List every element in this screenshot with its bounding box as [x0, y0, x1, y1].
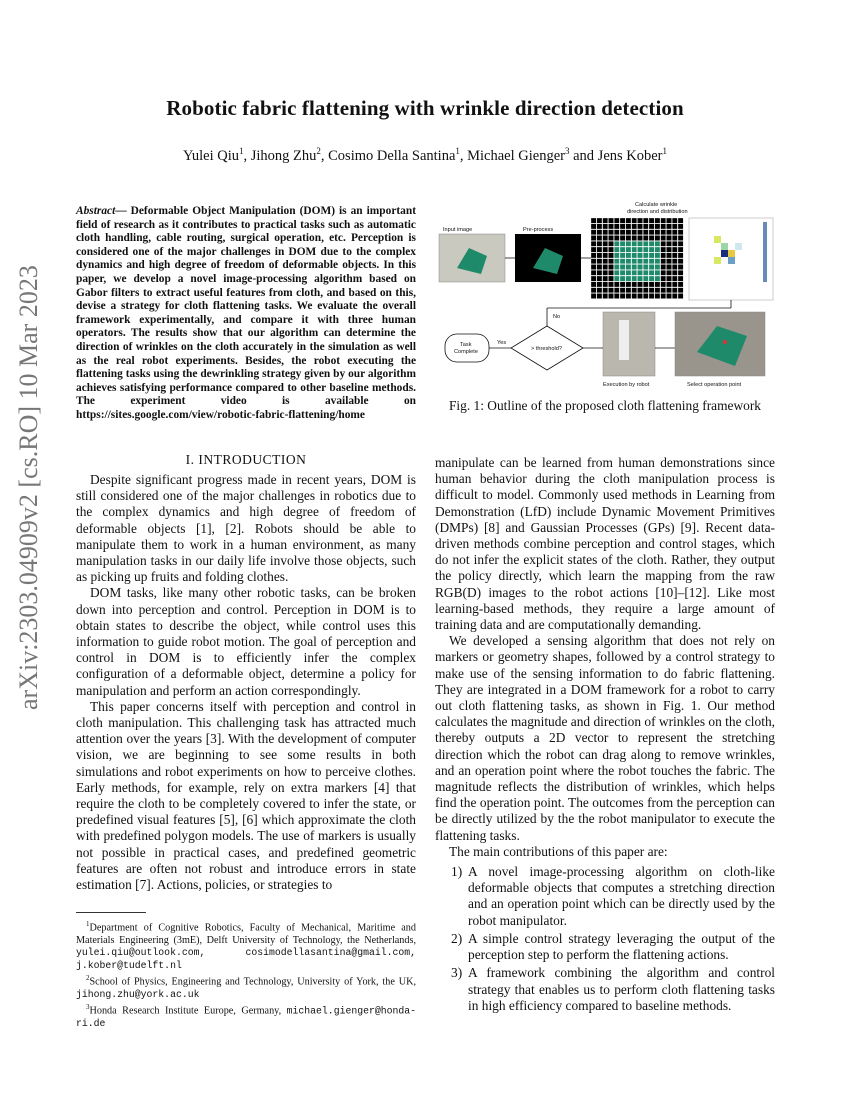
footnote-1-email[interactable]: yulei.qiu@outlook.com, cosimodellasantina@gmail.com, j.kober@tudelft.nl — [76, 947, 416, 971]
paragraph: This paper concerns itself with perception and control in cloth manipulation. This challenging task has attracted much attention over the years [3]. With the development of computer vision, we are beginning to see some results in both simulations and robot experiments on how to perceive clothes. Early methods, for example, rely on extra markers [4] that require the cloth to be completely covered to infer the state, or predefined visual features [5], [6] which approximate the cloth with predefined polygon models. The use of markers is usually not possible in practical cases, and predefined geometric features are often not robust and introduce errors in state estimation [7]. Actions, policies, or strategies to — [76, 698, 416, 893]
grid-cell — [608, 230, 613, 235]
author-list: Yulei Qiu$^1$, Jihong Zhu$^2$, Cosimo Della Santina$^1$, Michael Gienger$^3$ and Jens Kober$^1$ — [182, 146, 668, 164]
grid-cell — [655, 264, 660, 269]
grid-cell — [655, 270, 660, 275]
grid-cell — [661, 247, 666, 252]
grid-cell — [643, 241, 648, 246]
grid-cell — [637, 235, 642, 240]
heatmap-cell — [721, 250, 728, 257]
grid-cell — [614, 253, 619, 258]
grid-cell — [603, 235, 608, 240]
grid-cell — [637, 259, 642, 264]
grid-cell — [632, 270, 637, 275]
grid-cell — [666, 270, 671, 275]
paragraph: DOM tasks, like many other robotic tasks, can be broken down into perception and control. Perception in DOM is to obtain states to describe the object, while control uses this information to guide robot motion. The goal of perception and control in DOM is to efficiently infer the complex configuration of a deformable object, determine a policy for manipulation and perform an action correspondingly. — [76, 585, 416, 698]
heatmap-cell — [728, 250, 735, 257]
grid-cell — [672, 264, 677, 269]
grid-cell — [661, 218, 666, 223]
grid-cell — [649, 293, 654, 298]
grid-cell — [591, 282, 596, 287]
grid-cell — [591, 235, 596, 240]
grid-cell — [614, 224, 619, 229]
grid-cell — [672, 218, 677, 223]
contribution-list — [435, 864, 775, 1014]
grid-cell — [655, 247, 660, 252]
grid-cell — [603, 264, 608, 269]
grid-cell — [655, 218, 660, 223]
grid-cell — [626, 218, 631, 223]
grid-cell — [608, 282, 613, 287]
grid-cell — [608, 288, 613, 293]
grid-cell — [597, 235, 602, 240]
grid-cell — [597, 270, 602, 275]
grid-cell — [597, 293, 602, 298]
grid-cell — [597, 253, 602, 258]
abstract — [76, 205, 416, 423]
grid-cell — [626, 247, 631, 252]
grid-cell — [614, 270, 619, 275]
grid-cell — [603, 224, 608, 229]
grid-cell — [643, 288, 648, 293]
author-name: Michael Gienger$^3$ — [467, 146, 570, 164]
grid-cell — [672, 288, 677, 293]
grid-cell — [608, 276, 613, 281]
grid-cell — [678, 218, 683, 223]
grid-cell — [637, 218, 642, 223]
grid-cell — [603, 288, 608, 293]
grid-cell — [608, 293, 613, 298]
grid-cell — [608, 270, 613, 275]
heatmap-cell — [721, 243, 728, 250]
grid-cell — [614, 276, 619, 281]
abstract-url[interactable]: https://sites.google.com/view/robotic-fabric-flattening/home — [76, 408, 365, 421]
grid-cell — [655, 276, 660, 281]
grid-cell — [678, 230, 683, 235]
grid-cell — [678, 282, 683, 287]
grid-cell — [614, 230, 619, 235]
grid-cell — [603, 270, 608, 275]
grid-cell — [614, 259, 619, 264]
grid-cell — [649, 247, 654, 252]
grid-cell — [643, 282, 648, 287]
grid-cell — [626, 276, 631, 281]
grid-cell — [672, 270, 677, 275]
label-yes: Yes — [497, 340, 507, 346]
grid-cell — [614, 235, 619, 240]
grid-cell — [661, 235, 666, 240]
grid-cell — [620, 276, 625, 281]
heatmap-cell — [728, 257, 735, 264]
grid-cell — [643, 253, 648, 258]
grid-cell — [661, 282, 666, 287]
grid-cell — [666, 288, 671, 293]
grid-cell — [649, 270, 654, 275]
grid-cell — [661, 230, 666, 235]
grid-cell — [672, 293, 677, 298]
grid-cell — [632, 218, 637, 223]
grid-cell — [661, 224, 666, 229]
grid-cell — [620, 235, 625, 240]
grid-cell — [672, 276, 677, 281]
label-complete: Complete — [454, 349, 478, 355]
grid-cell — [597, 276, 602, 281]
grid-cell — [672, 241, 677, 246]
grid-cell — [620, 288, 625, 293]
grid-cell — [626, 224, 631, 229]
robot-arm — [619, 320, 629, 360]
grid-cell — [672, 224, 677, 229]
label-calc: Calculate wrinkle — [635, 202, 678, 208]
grid-cell — [620, 218, 625, 223]
grid-cell — [678, 293, 683, 298]
grid-cell — [661, 241, 666, 246]
grid-cell — [637, 288, 642, 293]
grid-cell — [655, 288, 660, 293]
grid-cell — [608, 224, 613, 229]
grid-cell — [666, 224, 671, 229]
grid-cell — [672, 282, 677, 287]
grid-cell — [637, 224, 642, 229]
paragraph: The main contributions of this paper are: — [449, 843, 668, 859]
footnote-2-email[interactable]: jihong.zhu@york.ac.uk — [76, 988, 200, 1000]
paper-title: Robotic fabric flattening with wrinkle direction detection — [166, 96, 684, 120]
grid-cell — [591, 276, 596, 281]
footnotes — [76, 918, 416, 1030]
grid-cell — [603, 241, 608, 246]
grid-cell — [655, 230, 660, 235]
grid-cell — [661, 288, 666, 293]
grid-cell — [608, 259, 613, 264]
grid-cell — [632, 282, 637, 287]
grid-cell — [672, 253, 677, 258]
paragraph: Despite significant progress made in recent years, DOM is still considered one of the major challenges in robotics due to the complex dynamics and high degree of freedom of deformable objects [1], [2]. Robots should be able to manipulate them to work in a human environment, as many manipulation tasks in our daily life involve those objects, such as picking up fruits and folding clothes. — [76, 472, 416, 585]
grid-cell — [620, 253, 625, 258]
grid-cell — [672, 247, 677, 252]
grid-cell — [637, 264, 642, 269]
grid-cell — [620, 270, 625, 275]
grid-cell — [626, 282, 631, 287]
grid-cell — [603, 218, 608, 223]
grid-cell — [666, 293, 671, 298]
grid-cell — [632, 230, 637, 235]
grid-cell — [655, 293, 660, 298]
grid-cell — [597, 224, 602, 229]
section-heading: I. INTRODUCTION — [185, 452, 307, 467]
grid-cell — [608, 253, 613, 258]
grid-cell — [632, 293, 637, 298]
grid-cell — [626, 253, 631, 258]
grid-cell — [591, 224, 596, 229]
grid-cell — [666, 253, 671, 258]
grid-cell — [620, 259, 625, 264]
grid-cell — [591, 247, 596, 252]
grid-cell — [597, 259, 602, 264]
grid-cell — [655, 253, 660, 258]
grid-cell — [608, 247, 613, 252]
grid-cell — [603, 259, 608, 264]
grid-cell — [620, 282, 625, 287]
grid-cell — [620, 264, 625, 269]
grid-cell — [632, 247, 637, 252]
grid-cell — [643, 230, 648, 235]
arxiv-identifier: arXiv:2303.04909v2 [cs.RO] 10 Mar 2023 — [14, 265, 43, 710]
grid-cell — [678, 241, 683, 246]
grid-cell — [643, 270, 648, 275]
grid-cell — [614, 293, 619, 298]
grid-cell — [643, 218, 648, 223]
figure-1 — [435, 200, 775, 392]
footnote-rule — [76, 912, 146, 913]
grid-cell — [614, 247, 619, 252]
grid-cell — [678, 264, 683, 269]
grid-cell — [661, 293, 666, 298]
grid-cell — [649, 282, 654, 287]
author-name: Jens Kober$^1$ — [597, 146, 668, 164]
grid-cell — [591, 230, 596, 235]
grid-cell — [626, 230, 631, 235]
grid-cell — [608, 218, 613, 223]
grid-cell — [649, 264, 654, 269]
grid-cell — [632, 241, 637, 246]
grid-cell — [637, 282, 642, 287]
grid-cell — [632, 264, 637, 269]
grid-cell — [655, 282, 660, 287]
paragraph: We developed a sensing algorithm that does not rely on markers or geometry shapes, followed by a control strategy to make use of the sensing information to do fabric flattening. They are integrated in a DOM framework for a robot to carry out cloth flattening tasks, as shown in Fig. 1. Our method calculates the magnitude and direction of wrinkles on the cloth, thereby outputs a 2D vector to represent the stretching direction which the robot can drag along to remove wrinkles, and an operation point where the robot touches the fabric. The magnitude reflects the distribution of wrinkles, which helps find the operation point. The outcomes from the perception can be directly utilized by the the robot manipulator to execute the flattening tasks. — [435, 633, 775, 843]
grid-cell — [655, 241, 660, 246]
grid-cell — [649, 241, 654, 246]
label-calc2: direction and distribution — [627, 209, 688, 215]
grid-cell — [649, 224, 654, 229]
author-name: Yulei Qiu$^1$ — [182, 146, 244, 164]
grid-cell — [632, 224, 637, 229]
label-select: Select operation point — [687, 382, 742, 388]
grid-cell — [603, 230, 608, 235]
grid-cell — [678, 224, 683, 229]
grid-cell — [614, 282, 619, 287]
grid-cell — [655, 259, 660, 264]
grid-cell — [626, 259, 631, 264]
right-column — [435, 455, 775, 1016]
left-column — [76, 472, 416, 893]
grid-cell — [591, 270, 596, 275]
grid-cell — [597, 264, 602, 269]
abstract-text: — Deformable Object Manipulation (DOM) is an important field of research as it contributes to practical tasks such as automatic cloth handling, cable routing, surgical operation, etc. Perception is considered one of the major challenges in DOM due to the complex dynamics and high degree of freedom of deformable objects. In this paper, we develop a novel image-processing algorithm based on Gabor filters to extract useful features from cloth, and based on this, devise a strategy for cloth flattening tasks. We evaluate the overall framework experimentally, and compare it with three human operators. The results show that our algorithm can determine the direction of wrinkles on the cloth accurately in the simulation as well as the real robot experiments. Besides, the robot executing the flattening tasks using the dewrinkling strategy given by our algorithm achieves satisfying performance compared to other baseline methods. The experiment video is available on — [76, 205, 416, 408]
grid-cell — [591, 259, 596, 264]
grid-cell — [620, 241, 625, 246]
label-pre-process: Pre-process — [523, 227, 554, 233]
task-complete-node — [445, 334, 489, 362]
grid-cell — [620, 247, 625, 252]
grid-cell — [643, 224, 648, 229]
grid-cell — [666, 276, 671, 281]
grid-cell — [649, 253, 654, 258]
grid-cell — [637, 293, 642, 298]
list-item: 3) A framework combining the algorithm and control strategy that enables us to perform cloth flattening tasks in high efficiency compared to baseline methods. — [451, 965, 775, 1013]
grid-cell — [632, 288, 637, 293]
heatmap-cell — [735, 243, 742, 250]
grid-cell — [678, 270, 683, 275]
grid-cell — [678, 288, 683, 293]
grid-cell — [637, 276, 642, 281]
grid-cell — [666, 282, 671, 287]
colorbar — [763, 222, 767, 282]
footnote-3: $^3$Honda Research Institute Europe, Germany, michael.gienger@honda-ri.de — [76, 1003, 416, 1030]
author-name: Cosimo Della Santina$^1$ — [328, 146, 460, 164]
footnote-2: $^2$School of Physics, Engineering and Technology, University of York, the UK, jihong.zhu@york.ac.uk — [76, 974, 416, 1000]
label-task: Task — [460, 342, 472, 348]
grid-cell — [661, 259, 666, 264]
grid-cell — [591, 293, 596, 298]
grid-cell — [666, 259, 671, 264]
grid-cell — [591, 218, 596, 223]
grid-cell — [637, 253, 642, 258]
list-item: 2) A simple control strategy leveraging the output of the perception step to perform the flattening actions. — [451, 930, 775, 963]
grid-cell — [666, 247, 671, 252]
grid-cell — [603, 293, 608, 298]
abstract-label: Abstract — [76, 205, 116, 217]
grid-cell — [614, 241, 619, 246]
grid-cell — [649, 259, 654, 264]
footnote-1: $^1$Department of Cognitive Robotics, Faculty of Mechanical, Maritime and Materials Engineering (3mE), Delft University of Technology, the Netherlands, yulei.qiu@outlook.com, cosimodellasantina@gmail.com, j.kober@tudelft.nl — [76, 920, 416, 971]
label-no: No — [553, 314, 561, 320]
grid-cell — [632, 235, 637, 240]
grid-cell — [643, 276, 648, 281]
grid-cell — [672, 235, 677, 240]
grid-cell — [608, 235, 613, 240]
grid-cell — [614, 218, 619, 223]
grid-cell — [643, 259, 648, 264]
gabor-grid — [591, 218, 683, 299]
grid-cell — [661, 270, 666, 275]
grid-cell — [603, 276, 608, 281]
operation-point-marker — [723, 340, 727, 344]
label-threshold: > threshold? — [531, 346, 562, 352]
grid-cell — [666, 241, 671, 246]
figure-caption: Fig. 1: Outline of the proposed cloth flattening framework — [448, 398, 761, 413]
grid-cell — [597, 230, 602, 235]
grid-cell — [666, 230, 671, 235]
footnote-3-email[interactable]: michael.gienger@honda-ri.de — [76, 1005, 416, 1030]
grid-cell — [597, 282, 602, 287]
grid-cell — [661, 276, 666, 281]
paragraph: manipulate can be learned from human demonstrations since human behavior during the cloth manipulation process is difficult to model. Commonly used methods in Learning from Demonstration (LfD) include Dynamic Movement Primitives (DMPs) [8] and Gaussian Processes (GPs) [9]. Recent data-driven methods combine perception and control stages, which do not infer the explicit states of the cloth. Rather, they output the policy directly, which learn the mapping from the raw RGB(D) images to the robot actions [10]–[12]. Like most learning-based methods, they require a large amount of training data and are computationally demanding. — [435, 455, 775, 633]
grid-cell — [643, 247, 648, 252]
grid-cell — [603, 247, 608, 252]
grid-cell — [608, 241, 613, 246]
grid-cell — [649, 218, 654, 223]
grid-cell — [608, 264, 613, 269]
grid-cell — [661, 264, 666, 269]
grid-cell — [649, 235, 654, 240]
grid-cell — [672, 230, 677, 235]
grid-cell — [597, 218, 602, 223]
grid-cell — [643, 293, 648, 298]
grid-cell — [637, 241, 642, 246]
grid-cell — [678, 276, 683, 281]
grid-cell — [655, 235, 660, 240]
grid-cell — [672, 259, 677, 264]
grid-cell — [620, 224, 625, 229]
grid-cell — [591, 253, 596, 258]
grid-cell — [649, 230, 654, 235]
grid-cell — [661, 253, 666, 258]
grid-cell — [632, 276, 637, 281]
label-input-image: Input image — [443, 227, 473, 233]
grid-cell — [591, 241, 596, 246]
grid-cell — [655, 224, 660, 229]
grid-cell — [678, 247, 683, 252]
grid-cell — [632, 259, 637, 264]
grid-cell — [626, 264, 631, 269]
grid-cell — [620, 230, 625, 235]
grid-cell — [637, 247, 642, 252]
grid-cell — [666, 218, 671, 223]
grid-cell — [597, 247, 602, 252]
framework-diagram — [435, 200, 775, 392]
grid-cell — [626, 241, 631, 246]
grid-cell — [626, 288, 631, 293]
label-execution: Execution by robot — [603, 382, 650, 388]
grid-cell — [603, 253, 608, 258]
grid-cell — [666, 264, 671, 269]
grid-cell — [603, 282, 608, 287]
grid-cell — [597, 288, 602, 293]
grid-cell — [632, 253, 637, 258]
grid-cell — [678, 259, 683, 264]
grid-cell — [626, 270, 631, 275]
author-name: Jihong Zhu$^2$ — [250, 146, 321, 164]
grid-cell — [649, 288, 654, 293]
heatmap-cell — [714, 236, 721, 243]
grid-cell — [614, 288, 619, 293]
grid-cell — [678, 253, 683, 258]
grid-cell — [620, 293, 625, 298]
grid-cell — [678, 235, 683, 240]
grid-cell — [591, 288, 596, 293]
grid-cell — [626, 235, 631, 240]
list-item: 1) A novel image-processing algorithm on cloth-like deformable objects that computes a stretching direction and an operation point which can be directly used by the robot manipulator. — [451, 864, 775, 928]
grid-cell — [614, 264, 619, 269]
grid-cell — [666, 235, 671, 240]
grid-cell — [637, 230, 642, 235]
grid-cell — [626, 293, 631, 298]
grid-cell — [649, 276, 654, 281]
grid-cell — [637, 270, 642, 275]
grid-cell — [591, 264, 596, 269]
heatmap-cell — [714, 257, 721, 264]
grid-cell — [643, 235, 648, 240]
grid-cell — [597, 241, 602, 246]
grid-cell — [643, 264, 648, 269]
